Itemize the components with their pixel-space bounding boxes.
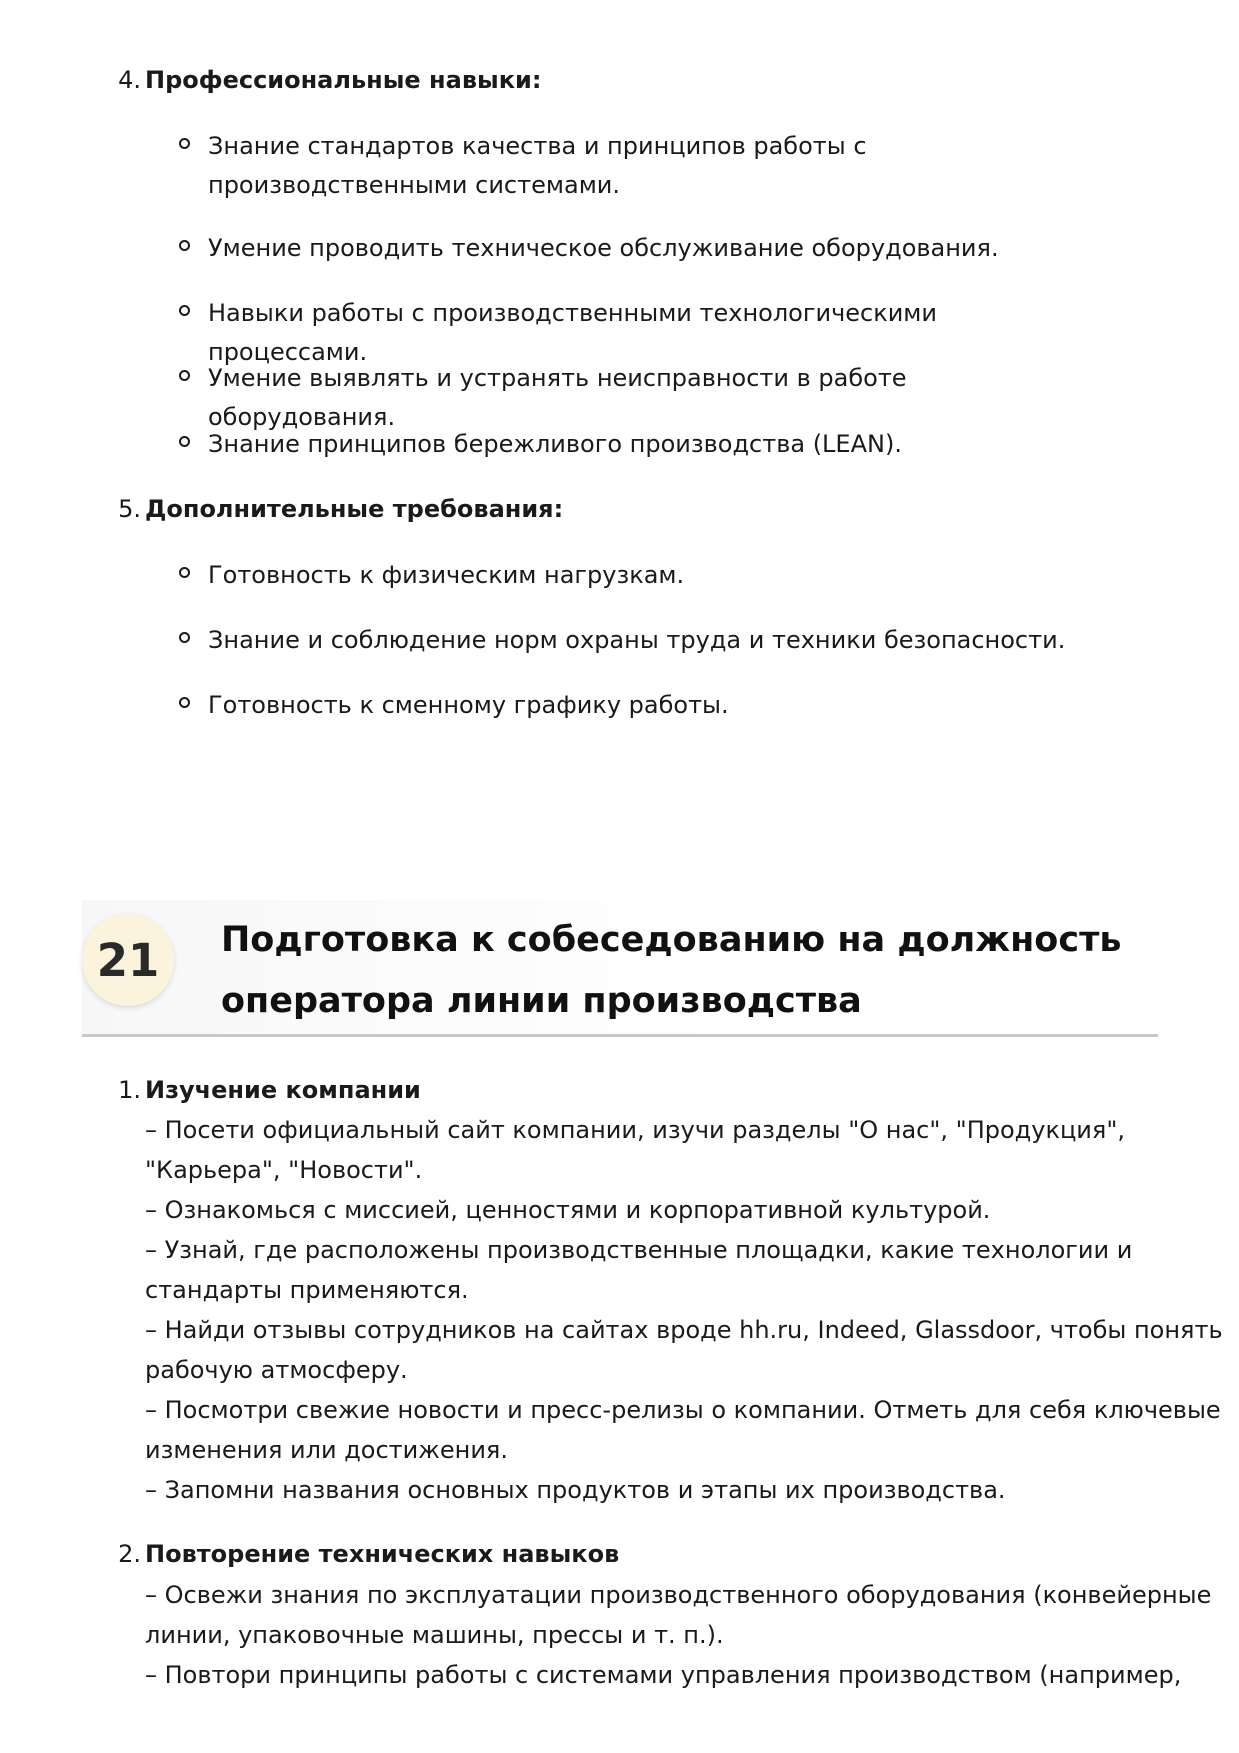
list-heading-label: Дополнительные требования: <box>145 495 564 523</box>
section-title <box>221 910 1141 1032</box>
paragraph-line: – Посмотри свежие новости и пресс-релизы о компании. Отметь для себя ключевые <box>145 1396 1221 1424</box>
list-item-text: Знание и соблюдение норм охраны труда и техники безопасности. <box>208 626 1066 654</box>
paragraph-line: стандарты применяются. <box>145 1276 469 1304</box>
section-title-line: Подготовка к собеседованию на должность <box>221 920 1122 960</box>
list-item-text: Знание стандартов качества и принципов работы с производственными системами. <box>208 132 867 199</box>
paragraph-line: – Ознакомься с миссией, ценностями и корпоративной культурой. <box>145 1196 991 1224</box>
paragraph-line: – Освежи знания по эксплуатации производственного оборудования (конвейерные <box>145 1581 1212 1609</box>
list-heading-label: Повторение технических навыков <box>145 1540 620 1568</box>
paragraph-line: – Посети официальный сайт компании, изучи разделы "О нас", "Продукция", <box>145 1116 1125 1144</box>
list-item-text: Знание принципов бережливого производства (LEAN). <box>208 430 902 458</box>
list-number: 5. <box>118 495 141 523</box>
list-heading-label: Изучение компании <box>145 1076 421 1104</box>
bullet-circle-icon <box>179 632 190 643</box>
bullet-circle-icon <box>179 567 190 578</box>
list-item-heading <box>118 65 542 95</box>
list-item-text: Готовность к физическим нагрузкам. <box>208 561 685 589</box>
paragraph-line: "Карьера", "Новости". <box>145 1156 423 1184</box>
list-number: 1. <box>118 1076 141 1104</box>
list-item-text: Готовность к сменному графику работы. <box>208 691 729 719</box>
list-number: 4. <box>118 66 141 94</box>
section-title-line: оператора линии производства <box>221 981 862 1021</box>
paragraph-line: изменения или достижения. <box>145 1436 508 1464</box>
paragraph-line: линии, упаковочные машины, прессы и т. п.). <box>145 1621 724 1649</box>
list-item-heading <box>118 494 564 524</box>
step-paragraph <box>145 1110 1223 1510</box>
list-item-heading <box>118 1075 421 1105</box>
bullet-circle-icon <box>179 697 190 708</box>
list-item-text: Умение выявлять и устранять неисправности в работе оборудования. <box>208 364 907 431</box>
list-item-heading <box>118 1539 620 1569</box>
paragraph-line: – Узнай, где расположены производственные площадки, какие технологии и <box>145 1236 1133 1264</box>
paragraph-line: рабочую атмосферу. <box>145 1356 408 1384</box>
section-header <box>82 900 1158 1037</box>
bullet-circle-icon <box>179 305 190 316</box>
list-number: 2. <box>118 1540 141 1568</box>
bullet-circle-icon <box>179 370 190 381</box>
paragraph-line: – Найди отзывы сотрудников на сайтах вроде hh.ru, Indeed, Glassdoor, чтобы понять <box>145 1316 1223 1344</box>
list-heading-label: Профессиональные навыки: <box>145 66 542 94</box>
bullet-circle-icon <box>179 436 190 447</box>
bullet-circle-icon <box>179 240 190 251</box>
paragraph-line: – Запомни названия основных продуктов и этапы их производства. <box>145 1476 1006 1504</box>
paragraph-line: – Повтори принципы работы с системами управления производством (например, <box>145 1661 1182 1689</box>
step-paragraph <box>145 1575 1212 1695</box>
list-item-text: Навыки работы с производственными технологическими процессами. <box>208 299 938 366</box>
list-item-text: Умение проводить техническое обслуживание оборудования. <box>208 234 999 262</box>
bullet-circle-icon <box>179 138 190 149</box>
section-number-badge: 21 <box>82 914 174 1006</box>
